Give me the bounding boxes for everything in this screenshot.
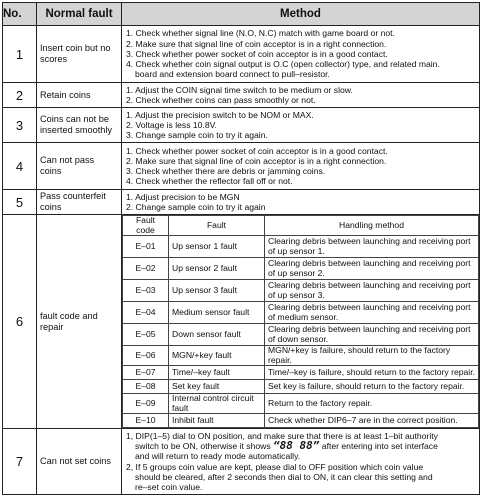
method-line: 4. Check whether the reflector fall off or not. <box>126 176 293 187</box>
fault-code-row <box>123 414 479 428</box>
method-line: 4. Check whether coin signal output is O.C (open collector) type, and related main. <box>126 59 440 70</box>
method-line: 3. Check whether there are debris or jamming coins. <box>126 166 326 176</box>
table-row <box>3 190 480 215</box>
row-number: 1 <box>3 26 37 83</box>
method-line: 2, If 5 groups coin value are kept, please dial to OFF position which coin value <box>126 461 424 472</box>
fault-code-cell <box>122 215 480 429</box>
fault-description: Set key fault <box>169 380 265 394</box>
row-fault: Can not set coins <box>37 429 122 495</box>
display-code: “88 88” <box>273 439 320 453</box>
fault-description: MGN/+key fault <box>169 346 265 366</box>
method-line: 1, DIP(1–5) dial to ON position, and make sure that there is at least 1–bit authority <box>126 430 438 441</box>
row-fault: Insert coin but no scores <box>37 26 122 83</box>
fault-code-table <box>122 215 479 428</box>
handling-method: MGN/+key is failure, should return to the factory repair. <box>265 346 479 366</box>
handling-method: Time/–key is failure, should return to the factory repair. <box>265 366 479 380</box>
method-line: 1. Check whether signal line (N.O, N.C) match with game board or not. <box>126 28 395 39</box>
table-row <box>3 83 480 108</box>
handling-method: Check whether DIP6–7 are in the correct position. <box>265 414 479 428</box>
handling-method: Return to the factory repair. <box>265 394 479 414</box>
handling-method: Clearing debris between launching and receiving port of up sensor 1. <box>265 236 479 258</box>
fault-description: Medium sensor fault <box>169 302 265 324</box>
header-method: Method <box>122 3 480 26</box>
table-header-row <box>3 3 480 26</box>
fault-code: E–08 <box>123 380 169 394</box>
handling-method: Clearing debris between launching and receiving port of up sensor 2. <box>265 258 479 280</box>
fault-code: E–09 <box>123 394 169 414</box>
row-number: 7 <box>3 429 37 495</box>
handling-method: Clearing debris between launching and receiving port of medium sensor. <box>265 302 479 324</box>
method-text: after entering into set interface <box>321 441 438 452</box>
fault-code: E–01 <box>123 236 169 258</box>
fault-code-row <box>123 380 479 394</box>
fault-code-row <box>123 280 479 302</box>
fault-code-header-row <box>123 216 479 236</box>
fault-table-page <box>2 2 479 492</box>
method-line: board and extension board connect to pull–resistor. <box>135 69 330 80</box>
method-line: 1. Adjust precision to be MGN <box>126 191 240 202</box>
table-row <box>3 108 480 143</box>
fault-code: E–07 <box>123 366 169 380</box>
fault-code: E–03 <box>123 280 169 302</box>
row-fault: Can not pass coins <box>37 143 122 190</box>
row-number: 3 <box>3 108 37 143</box>
fault-header: Fault <box>169 216 265 236</box>
method-line: should be cleared, after 2 seconds then dial to ON, it can clear this setting and <box>135 471 433 482</box>
row-number: 6 <box>3 215 37 429</box>
row-fault: fault code and repair <box>37 215 122 429</box>
fault-code-row <box>123 302 479 324</box>
fault-description: Time/–key fault <box>169 366 265 380</box>
fault-code-row <box>123 346 479 366</box>
method-line: re–set coin value. <box>135 481 203 492</box>
fault-description: Up sensor 1 fault <box>169 236 265 258</box>
table-row <box>3 143 480 190</box>
method-line: and will return to ready mode automatically. <box>135 451 301 462</box>
method-line: 1. Check whether power socket of coin acceptor is in a good contact. <box>126 145 388 156</box>
fault-description: Inhibit fault <box>169 414 265 428</box>
fault-description: Down sensor fault <box>169 324 265 346</box>
method-line: 2. Voltage is less 10.8V. <box>126 119 217 130</box>
method-line: 2. Make sure that signal line of coin acceptor is in a right connection. <box>126 155 387 166</box>
method-text: switch to be ON, otherwise it shows <box>135 441 271 452</box>
method-line: 3. Check whether power socket of coin acceptor is in a good contact. <box>126 48 388 59</box>
fault-code-row <box>123 394 479 414</box>
method-line: 2. Check whether coins can pass smoothly or not. <box>126 95 316 105</box>
row-number: 5 <box>3 190 37 215</box>
fault-table <box>2 2 480 495</box>
handling-method: Clearing debris between launching and receiving port of down sensor. <box>265 324 479 346</box>
fault-code-header: Fault code <box>123 216 169 236</box>
row-fault: Coins can not be inserted smoothly <box>37 108 122 143</box>
row-fault: Pass counterfeit coins <box>37 190 122 215</box>
row-method <box>122 83 480 108</box>
handling-method: Clearing debris between launching and receiving port of up sensor 3. <box>265 280 479 302</box>
table-row <box>3 26 480 83</box>
handling-method: Set key is failure, should return to the factory repair. <box>265 380 479 394</box>
method-line: 2. Make sure that signal line of coin acceptor is in a right connection. <box>126 38 387 49</box>
row-method <box>122 108 480 143</box>
row-method <box>122 429 480 495</box>
row-fault: Retain coins <box>37 83 122 108</box>
method-line: 2. Change sample coin to try it again <box>126 202 266 212</box>
table-row <box>3 215 480 429</box>
fault-code: E–10 <box>123 414 169 428</box>
row-method <box>122 26 480 83</box>
fault-description: Up sensor 3 fault <box>169 280 265 302</box>
row-number: 4 <box>3 143 37 190</box>
header-no: No. <box>3 3 37 26</box>
fault-description: Internal control circuit fault <box>169 394 265 414</box>
fault-code: E–04 <box>123 302 169 324</box>
header-normal-fault: Normal fault <box>37 3 122 26</box>
handling-method-header: Handling method <box>265 216 479 236</box>
method-line: 3. Change sample coin to try it again. <box>126 130 268 141</box>
row-method <box>122 190 480 215</box>
method-line: 1. Adjust the COIN signal time switch to be medium or slow. <box>126 84 353 95</box>
fault-code: E–06 <box>123 346 169 366</box>
method-line: 1. Adjust the precision switch to be NOM or MAX. <box>126 109 314 120</box>
fault-code-row <box>123 258 479 280</box>
row-number: 2 <box>3 83 37 108</box>
table-row <box>3 429 480 495</box>
fault-code-row <box>123 366 479 380</box>
fault-description: Up sensor 2 fault <box>169 258 265 280</box>
fault-code-row <box>123 324 479 346</box>
row-method <box>122 143 480 190</box>
method-line <box>126 441 475 451</box>
fault-code: E–02 <box>123 258 169 280</box>
fault-code: E–05 <box>123 324 169 346</box>
fault-code-row <box>123 236 479 258</box>
